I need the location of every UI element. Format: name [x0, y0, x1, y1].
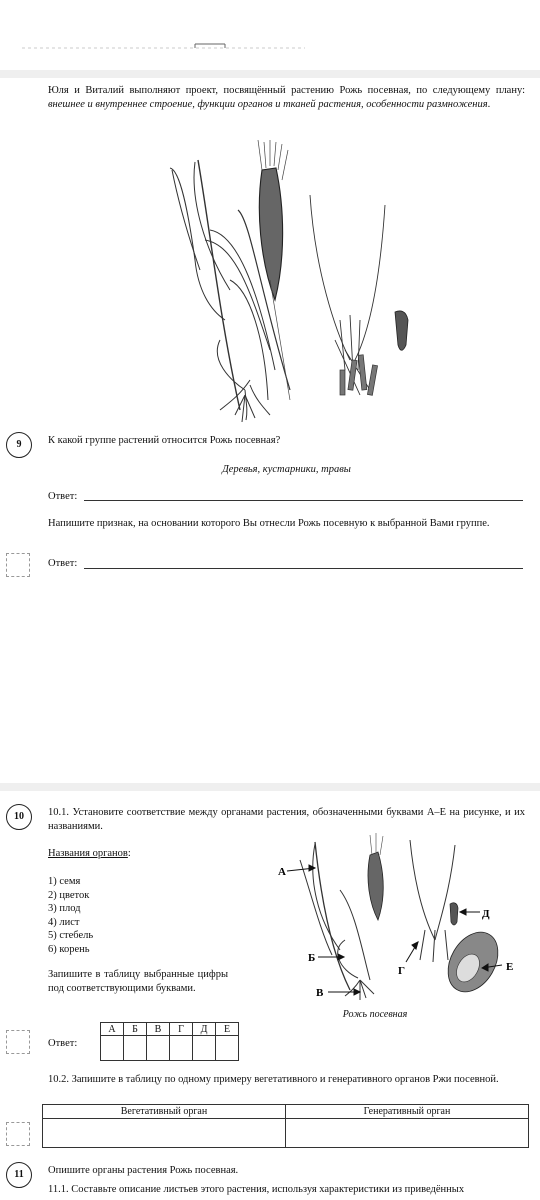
- intro-plan: внешнее и внутреннее строение, функции органов и тканей растения, особенности размножения: [48, 99, 488, 110]
- organs-table-input-row: [43, 1119, 529, 1148]
- answer-table-letter: Г: [170, 1023, 193, 1036]
- question-10-1-text: 10.1. Установите соответствие между органами растения, обозначенными буквами А–Е на рисунке, и их названиями.: [48, 807, 525, 832]
- question-9-number: [6, 432, 32, 458]
- figure-label-g: Г: [398, 965, 405, 977]
- question-11-text: Опишите органы растения Рожь посевная.: [48, 1165, 239, 1176]
- question-9-text: К какой группе растений относится Рожь посевная?: [48, 435, 281, 446]
- organ-item: 3) плод: [48, 903, 81, 915]
- answer-table-10-1: [100, 1022, 239, 1061]
- question-10-number-text: 10: [14, 811, 24, 822]
- question-9-number-text: 9: [16, 439, 22, 450]
- question-10-number: [6, 804, 32, 830]
- question-9-options: Деревья, кустарники, травы: [222, 464, 351, 475]
- organs-list: [48, 875, 93, 957]
- answer-cell[interactable]: [101, 1036, 124, 1061]
- answer-cell[interactable]: [124, 1036, 147, 1061]
- answer-table-letter: А: [101, 1023, 124, 1036]
- organ-item: 2) цветок: [48, 889, 90, 901]
- question-9-answer-label-2: Ответ:: [48, 558, 78, 569]
- question-11-number: [6, 1162, 32, 1188]
- answer-table-letter: Б: [124, 1023, 147, 1036]
- generative-header: Генеративный орган: [286, 1105, 529, 1119]
- organ-item: 5) стебель: [48, 930, 94, 942]
- organ-item: 1) семя: [48, 876, 81, 887]
- question-9-text-2: Напишите признак, на основании которого Вы отнесли Рожь посевную к выбранной Вами группе.: [48, 518, 490, 529]
- vegetative-input-cell[interactable]: [43, 1119, 286, 1148]
- question-9-answer-line[interactable]: [84, 500, 523, 501]
- answer-table-input-row: [101, 1036, 239, 1061]
- organs-title: [48, 847, 131, 861]
- figure-label-a: А: [278, 866, 286, 878]
- answer-table-letter: Д: [193, 1023, 216, 1036]
- organs-title-colon: :: [127, 848, 131, 859]
- organs-table-header-row: [43, 1105, 529, 1119]
- answer-cell[interactable]: [216, 1036, 239, 1061]
- intro-end: .: [487, 99, 491, 110]
- answer-table-letter: В: [147, 1023, 170, 1036]
- question-10-2-text: 10.2. Запишите в таблицу по одному примеру вегетативного и генеративного органов Ржи посевной.: [48, 1074, 499, 1085]
- figure-label-e: Е: [506, 961, 514, 973]
- intro-paragraph: [48, 84, 525, 112]
- rye-illustration: [150, 140, 440, 430]
- question-11-number-text: 11: [14, 1169, 24, 1180]
- answer-cell[interactable]: [170, 1036, 193, 1061]
- organ-item: 6) корень: [48, 943, 90, 955]
- rye-labeled-figure: [270, 830, 535, 1015]
- organ-item: 4) лист: [48, 916, 80, 928]
- answer-table-letter: Е: [216, 1023, 239, 1036]
- score-box-q9[interactable]: [6, 553, 30, 577]
- score-box-q10-2[interactable]: [6, 1122, 30, 1146]
- page-header-strip: [0, 0, 540, 70]
- organs-title-text: Названия органов: [48, 848, 128, 859]
- answer-table-header-row: [101, 1023, 239, 1036]
- figure-caption: Рожь посевная: [342, 1009, 408, 1020]
- header-marks: [0, 0, 540, 70]
- figure-label-b: Б: [308, 952, 316, 964]
- intro-text: Юля и Виталий выполняют проект, посвящённый растению Рожь посевная, по следующему плану:: [48, 85, 525, 96]
- generative-input-cell[interactable]: [286, 1119, 529, 1148]
- page-separator: [0, 70, 540, 78]
- question-9-answer-line-2[interactable]: [84, 568, 523, 569]
- question-9-answer-label: Ответ:: [48, 491, 78, 502]
- answer-cell[interactable]: [193, 1036, 216, 1061]
- organs-table-10-2: [42, 1104, 529, 1148]
- figure-label-d: Д: [482, 908, 490, 920]
- question-11-1-text: 11.1. Составьте описание листьев этого растения, используя характеристики из приведённых: [48, 1184, 465, 1195]
- question-10-answer-label: Ответ:: [48, 1038, 78, 1049]
- score-box-q10-1[interactable]: [6, 1030, 30, 1054]
- figure-label-v: В: [316, 987, 324, 999]
- table-instruction: Запишите в таблицу выбранные цифры под соответствующими буквами.: [48, 969, 228, 994]
- vegetative-header: Вегетативный орган: [43, 1105, 286, 1119]
- answer-cell[interactable]: [147, 1036, 170, 1061]
- page-separator-2: [0, 783, 540, 791]
